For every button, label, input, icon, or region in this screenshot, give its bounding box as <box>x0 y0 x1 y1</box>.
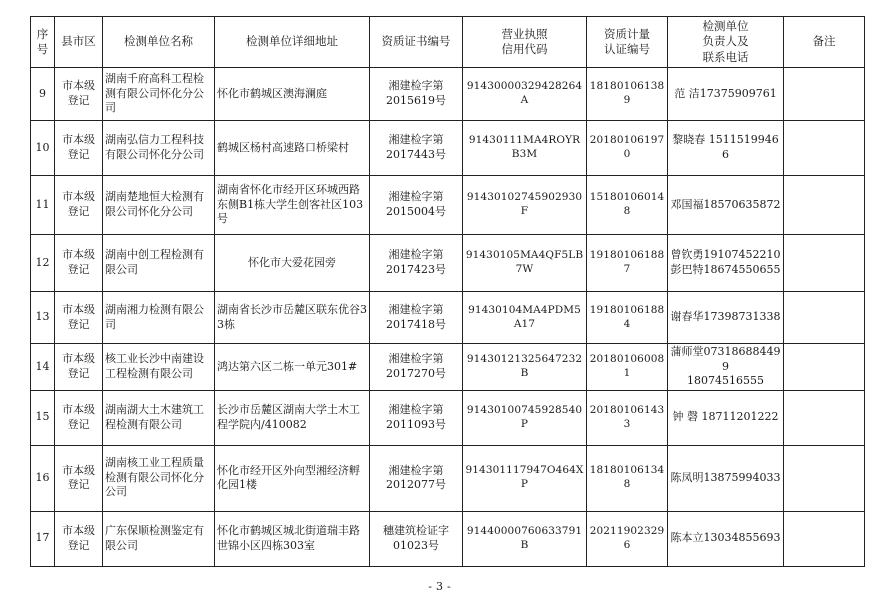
cell-address: 长沙市岳麓区湖南大学土木工程学院内/410082 <box>215 390 370 445</box>
cell-credit: 91430105MA4QF5LB7W <box>463 235 587 292</box>
page-number-value: 3 <box>436 580 444 593</box>
cell-credit: 91430100745928540P <box>463 390 587 445</box>
cell-credit: 914301117947O464XP <box>463 445 587 511</box>
cell-county: 市本级 登记 <box>55 292 103 344</box>
cell-address: 怀化市经开区外向型湘经济孵化园1楼 <box>215 445 370 511</box>
cell-remark <box>784 511 865 566</box>
cell-address: 鸿达第六区二栋一单元301# <box>215 344 370 391</box>
cell-contact: 范 洁17375909761 <box>668 68 784 121</box>
table-row <box>31 292 865 344</box>
page-dash-left: - <box>428 580 433 593</box>
table-row <box>31 390 865 445</box>
cell-contact: 黎晓春 15115199466 <box>668 121 784 176</box>
cell-no: 16 <box>31 445 55 511</box>
cell-county: 市本级 登记 <box>55 68 103 121</box>
cell-cert: 湘建检字第 2011093号 <box>370 390 463 445</box>
header-meter: 资质计量 认证编号 <box>587 17 668 68</box>
cell-credit: 91430000329428264A <box>463 68 587 121</box>
cell-county: 市本级 登记 <box>55 445 103 511</box>
cell-meter: 202119023296 <box>587 511 668 566</box>
cell-cert: 穗建筑检证字 01023号 <box>370 511 463 566</box>
cell-credit: 91430111MA4ROYRB3M <box>463 121 587 176</box>
cell-meter: 181801061389 <box>587 68 668 121</box>
table-row <box>31 235 865 292</box>
cell-name: 湖南楚地恒大检测有限公司怀化分公司 <box>103 176 215 235</box>
cell-address: 鹤城区杨村高速路口桥梁村 <box>215 121 370 176</box>
cell-cert: 湘建检字第 2017270号 <box>370 344 463 391</box>
header-name: 检测单位名称 <box>103 17 215 68</box>
cell-contact: 邓国福18570635872 <box>668 176 784 235</box>
cell-county: 市本级 登记 <box>55 121 103 176</box>
cell-cert: 湘建检字第 2017418号 <box>370 292 463 344</box>
cell-meter: 181801061348 <box>587 445 668 511</box>
cell-no: 9 <box>31 68 55 121</box>
cell-county: 市本级 登记 <box>55 511 103 566</box>
table-row <box>31 68 865 121</box>
page-dash-right: - <box>447 580 452 593</box>
cell-no: 17 <box>31 511 55 566</box>
header-no: 序号 <box>31 17 55 68</box>
cell-address: 湖南省长沙市岳麓区联东优谷33栋 <box>215 292 370 344</box>
cell-credit: 91440000760633791B <box>463 511 587 566</box>
cell-cert: 湘建检字第 2017423号 <box>370 235 463 292</box>
page-number <box>0 580 880 593</box>
cell-no: 12 <box>31 235 55 292</box>
cell-remark <box>784 390 865 445</box>
cell-county: 市本级 登记 <box>55 390 103 445</box>
cell-meter: 201801060081 <box>587 344 668 391</box>
cell-name: 湖南核工业工程质量检测有限公司怀化分公司 <box>103 445 215 511</box>
cell-credit: 91430102745902930F <box>463 176 587 235</box>
cell-contact: 谢春华17398731338 <box>668 292 784 344</box>
cell-remark <box>784 121 865 176</box>
cell-meter: 191801061884 <box>587 292 668 344</box>
cell-name: 核工业长沙中南建设工程检测有限公司 <box>103 344 215 391</box>
cell-cert: 湘建检字第 2015619号 <box>370 68 463 121</box>
header-county: 县市区 <box>55 17 103 68</box>
cell-county: 市本级 登记 <box>55 176 103 235</box>
cell-name: 湖南湖大土木建筑工程检测有限公司 <box>103 390 215 445</box>
table-header-row <box>31 17 865 68</box>
cell-remark <box>784 176 865 235</box>
cell-county: 市本级 登记 <box>55 235 103 292</box>
cell-name: 湖南中创工程检测有限公司 <box>103 235 215 292</box>
table-row <box>31 445 865 511</box>
cell-name: 湖南湘力检测有限公司 <box>103 292 215 344</box>
cell-meter: 201801061433 <box>587 390 668 445</box>
table-row <box>31 121 865 176</box>
cell-address: 怀化市鹤城区澳海澜庭 <box>215 68 370 121</box>
cell-meter: 151801060148 <box>587 176 668 235</box>
cell-contact: 蒲师堂073186884499 18074516555 <box>668 344 784 391</box>
header-credit: 营业执照 信用代码 <box>463 17 587 68</box>
cell-remark <box>784 68 865 121</box>
header-address: 检测单位详细地址 <box>215 17 370 68</box>
cell-name: 广东保顺检测鉴定有限公司 <box>103 511 215 566</box>
cell-contact: 陈凤明13875994033 <box>668 445 784 511</box>
cell-cert: 湘建检字第 2017443号 <box>370 121 463 176</box>
cell-remark <box>784 235 865 292</box>
cell-name: 湖南千府高科工程检测有限公司怀化分公司 <box>103 68 215 121</box>
cell-meter: 191801061887 <box>587 235 668 292</box>
cell-remark <box>784 445 865 511</box>
cell-name: 湖南弘信力工程科技有限公司怀化分公司 <box>103 121 215 176</box>
cell-cert: 湘建检字第 2012077号 <box>370 445 463 511</box>
table-row <box>31 511 865 566</box>
header-cert: 资质证书编号 <box>370 17 463 68</box>
table-row <box>31 176 865 235</box>
header-contact: 检测单位 负责人及 联系电话 <box>668 17 784 68</box>
cell-remark <box>784 292 865 344</box>
cell-credit: 91430104MA4PDM5A17 <box>463 292 587 344</box>
cell-remark <box>784 344 865 391</box>
detection-units-table <box>30 16 865 567</box>
cell-contact: 陈本立13034855693 <box>668 511 784 566</box>
cell-no: 14 <box>31 344 55 391</box>
cell-no: 11 <box>31 176 55 235</box>
cell-credit: 91430121325647232B <box>463 344 587 391</box>
cell-contact: 曾钦勇19107452210 彭巴特18674550655 <box>668 235 784 292</box>
cell-no: 15 <box>31 390 55 445</box>
cell-address: 怀化市大爱花园旁 <box>215 235 370 292</box>
cell-cert: 湘建检字第 2015004号 <box>370 176 463 235</box>
cell-address: 怀化市鹤城区城北街道瑞丰路世锦小区四栋303室 <box>215 511 370 566</box>
cell-contact: 钟 磬 18711201222 <box>668 390 784 445</box>
cell-meter: 201801061970 <box>587 121 668 176</box>
cell-no: 13 <box>31 292 55 344</box>
table-row <box>31 344 865 391</box>
header-remark: 备注 <box>784 17 865 68</box>
cell-no: 10 <box>31 121 55 176</box>
cell-address: 湖南省怀化市经开区环城西路东侧B1栋大学生创客社区103号 <box>215 176 370 235</box>
cell-county: 市本级 登记 <box>55 344 103 391</box>
